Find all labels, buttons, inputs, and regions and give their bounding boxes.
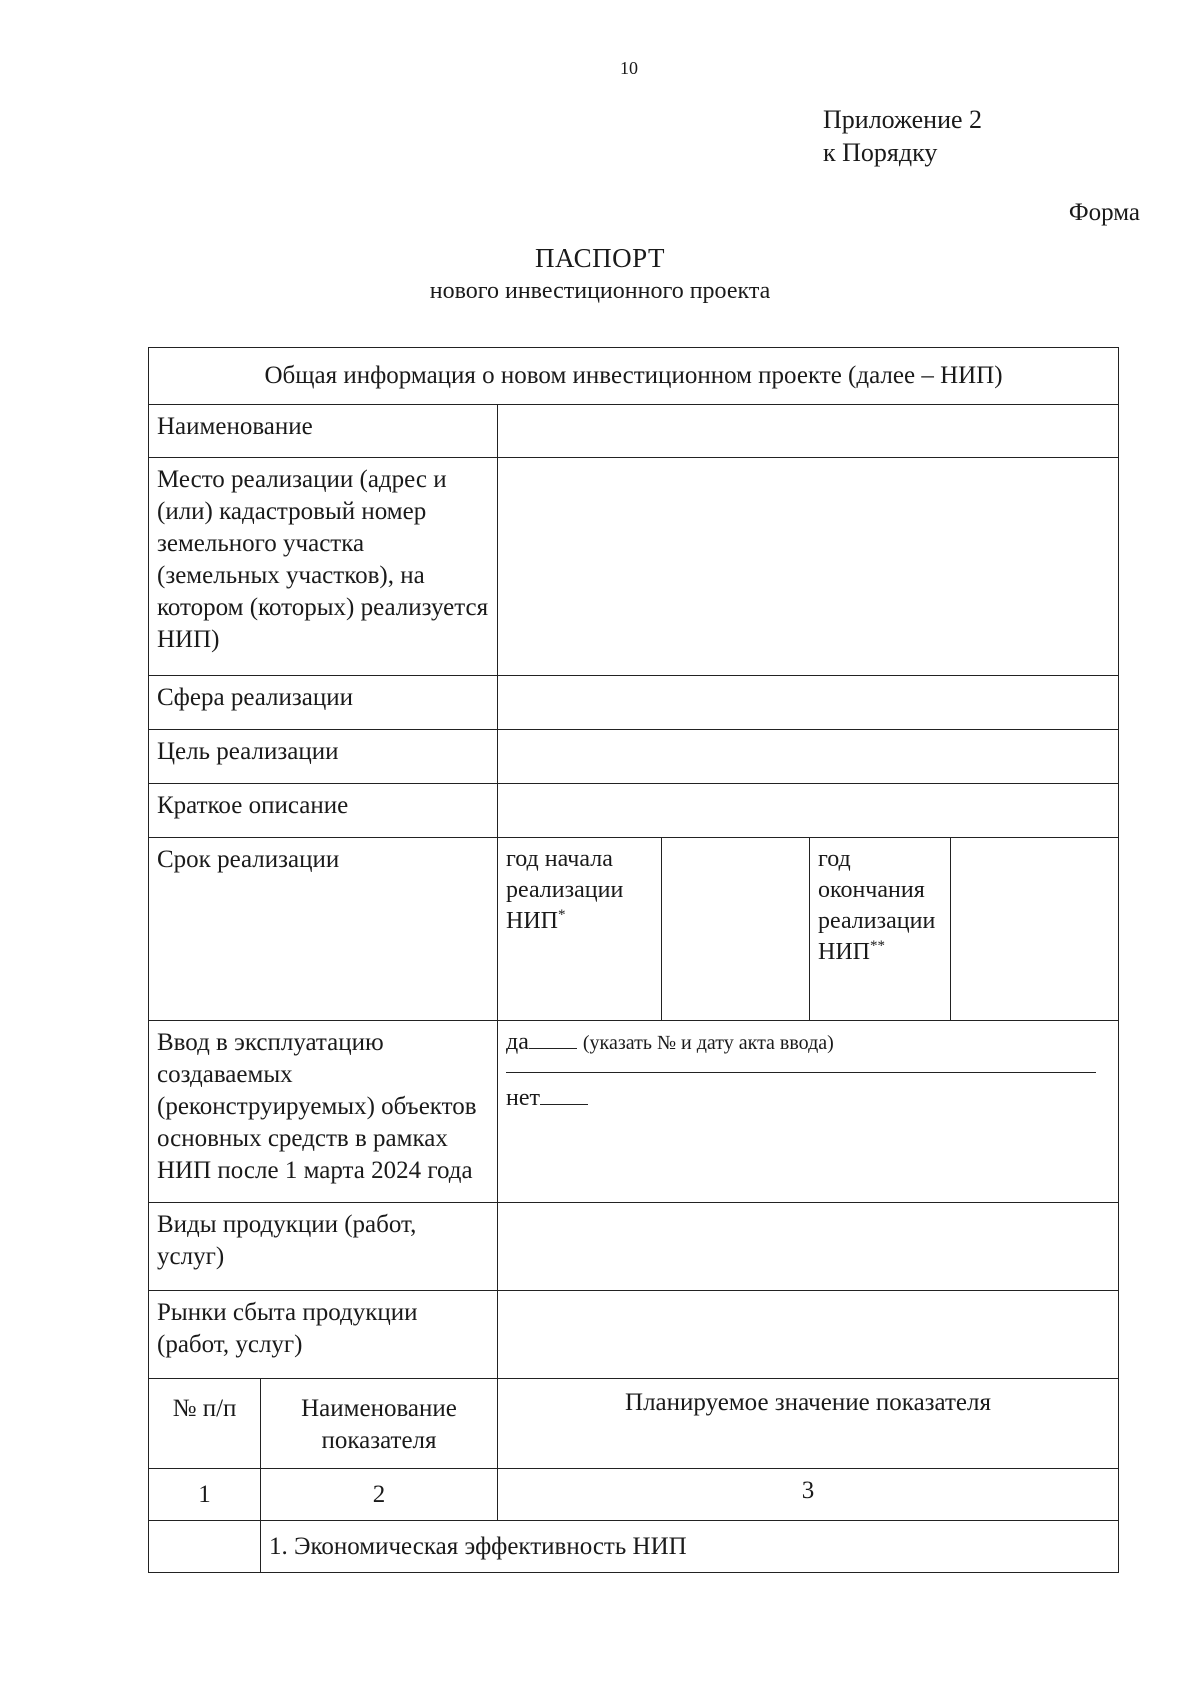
row-label-sphere: Сфера реализации: [149, 676, 498, 730]
term-start-text: год начала реализации НИП: [506, 846, 624, 934]
row-label-markets: Рынки сбыта продукции (работ, услуг): [149, 1291, 498, 1379]
column-number-3: 3: [498, 1469, 1119, 1521]
passport-table: [148, 347, 1119, 1573]
table-row: [149, 405, 1119, 458]
table-row: [149, 838, 1119, 1021]
row-label-name: Наименование: [149, 405, 498, 458]
option-yes[interactable]: [506, 1027, 1110, 1058]
value-cell-products[interactable]: [498, 1203, 1119, 1291]
appendix-line-2: к Порядку: [823, 138, 938, 167]
value-cell-description[interactable]: [498, 784, 1119, 838]
term-start-value[interactable]: [662, 838, 810, 1021]
table-row: [149, 458, 1119, 676]
document-subtitle: нового инвестиционного проекта: [429, 278, 771, 304]
term-end-text: год окончания реализации НИП: [818, 846, 936, 965]
option-yes-label: да: [506, 1029, 529, 1055]
column-numbers-row: [149, 1469, 1119, 1521]
option-yes-blank[interactable]: [529, 1028, 577, 1049]
value-cell-place[interactable]: [498, 458, 1119, 676]
table-row: [149, 1291, 1119, 1379]
value-cell-name[interactable]: [498, 405, 1119, 458]
form-label: Форма: [1068, 199, 1140, 226]
column-number-1: 1: [149, 1469, 261, 1521]
value-cell-sphere[interactable]: [498, 676, 1119, 730]
appendix-note: [823, 103, 982, 169]
document-title: ПАСПОРТ: [535, 243, 665, 273]
value-cell-markets[interactable]: [498, 1291, 1119, 1379]
option-no-label: нет: [506, 1085, 540, 1111]
table-header-row: [149, 348, 1119, 405]
column-number-2: 2: [261, 1469, 498, 1521]
col-header-number: № п/п: [149, 1379, 261, 1469]
section-number-cell: [149, 1521, 261, 1573]
section-title-economic-efficiency: 1. Экономическая эффективность НИП: [261, 1521, 1119, 1573]
value-cell-goal[interactable]: [498, 730, 1119, 784]
option-yes-note: (указать № и дату акта ввода): [582, 1032, 834, 1054]
act-details-line[interactable]: [506, 1058, 1096, 1073]
row-label-term: Срок реализации: [149, 838, 498, 1021]
table-header: Общая информация о новом инвестиционном проекте (далее – НИП): [149, 348, 1119, 405]
row-label-description: Краткое описание: [149, 784, 498, 838]
option-no[interactable]: [506, 1083, 1110, 1113]
row-label-products: Виды продукции (работ, услуг): [149, 1203, 498, 1291]
term-start-label: [498, 838, 662, 1021]
page-number: 10: [620, 58, 638, 78]
term-end-label: [810, 838, 951, 1021]
table-row: [149, 784, 1119, 838]
section-row: [149, 1521, 1119, 1573]
table-row: [149, 730, 1119, 784]
row-label-commissioning: Ввод в эксплуатацию создаваемых (реконструируемых) объектов основных средств в рамках НИП после 1 марта 2024 года: [149, 1021, 498, 1203]
col-header-name: Наименование показателя: [261, 1379, 498, 1469]
commissioning-options: [498, 1021, 1119, 1203]
table-row: [149, 676, 1119, 730]
option-no-blank[interactable]: [540, 1084, 588, 1105]
term-end-footnote-mark: **: [870, 938, 885, 954]
indicators-header-row: [149, 1379, 1119, 1469]
appendix-line-1: Приложение 2: [823, 105, 983, 134]
row-label-goal: Цель реализации: [149, 730, 498, 784]
term-end-value[interactable]: [951, 838, 1119, 1021]
term-start-footnote-mark: *: [558, 907, 566, 923]
table-row: [149, 1021, 1119, 1203]
row-label-place: Место реализации (адрес и (или) кадастровый номер земельного участка (земельных участков), на котором (которых) реализуется НИП): [149, 458, 498, 676]
table-row: [149, 1203, 1119, 1291]
col-header-value: Планируемое значение показателя: [498, 1379, 1119, 1469]
